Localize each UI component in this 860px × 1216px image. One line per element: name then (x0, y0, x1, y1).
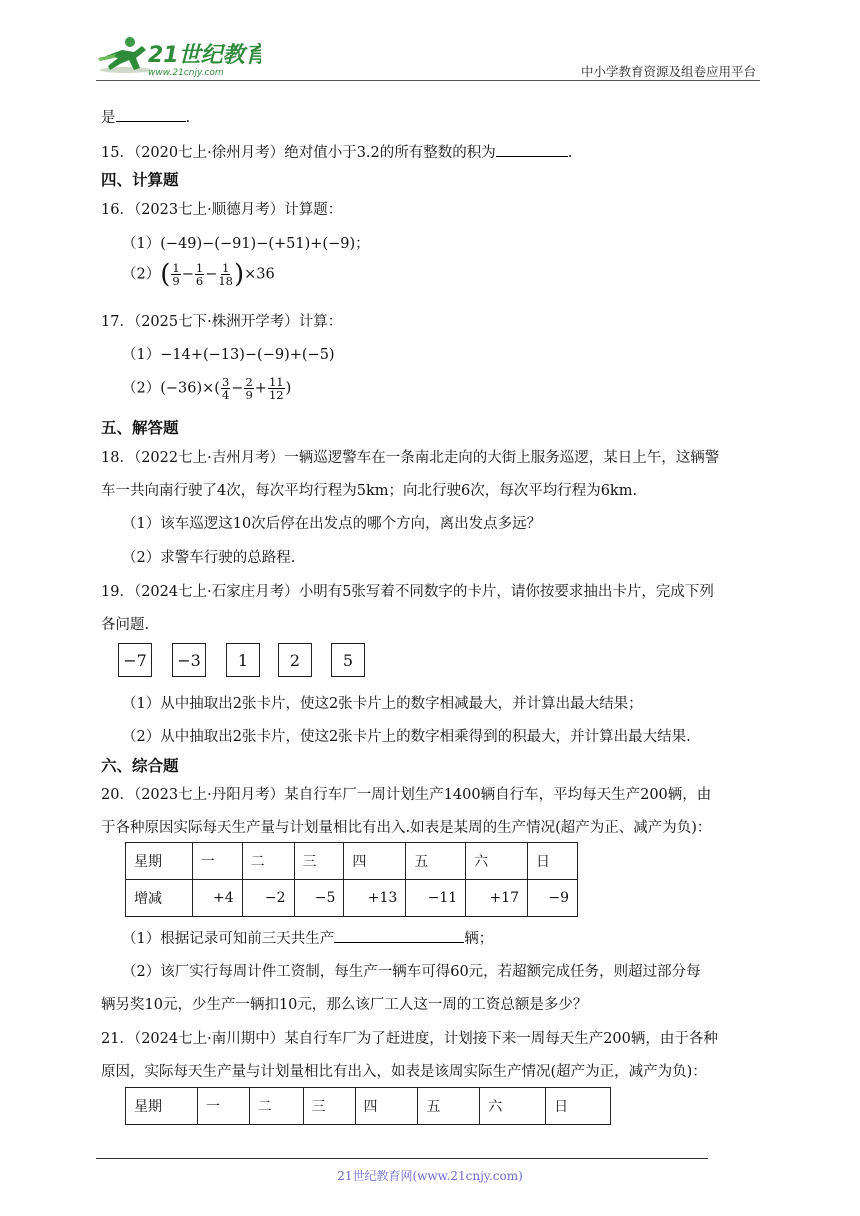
question-17-part-1: （1）−14+(−13)−(−9)+(−5) (122, 347, 335, 363)
question-17-stem: 17．（2025七下·株洲开学考）计算： (101, 314, 343, 330)
question-16-part-1: （1）(−49)−(−91)−(+51)+(−9)； (122, 236, 370, 252)
table-row (126, 1088, 611, 1125)
table-cell: +13 (344, 880, 406, 917)
table-cell: 三 (303, 1088, 355, 1125)
table-cell: 三 (294, 843, 344, 880)
site-logo (96, 34, 261, 78)
question-19-line-2: 各问题. (101, 617, 150, 633)
question-18-line-2: 车一共向南行驶了4次，每次平均行程为5km；向北行驶6次，每次平均行程为6km. (101, 483, 638, 499)
question-19-part-2: （2）从中抽取出2张卡片，使这2张卡片上的数字相乘得到的积最大，并计算出最大结果. (122, 729, 691, 745)
question-15: 15．（2020七上·徐州月考）绝对值小于3.2的所有整数的积为 . (101, 145, 573, 161)
question-19-line-1: 19．（2024七上·石家庄月考）小明有5张写着不同数字的卡片，请你按要求抽出卡片，完成下列 (101, 584, 714, 600)
logo-text: 21世纪教育 (148, 43, 261, 68)
table-cell: 五 (418, 1088, 480, 1125)
table-cell: 日 (528, 843, 578, 880)
table-cell: 五 (406, 843, 466, 880)
table-row (126, 843, 578, 880)
header-divider (96, 80, 760, 81)
table-cell: 星期 (126, 843, 193, 880)
number-card: 2 (278, 643, 312, 677)
table-cell: 增减 (126, 880, 193, 917)
table-cell: 日 (546, 1088, 611, 1125)
question-21-line-1: 21．（2024七上·南川期中）某自行车厂为了赶进度，计划接下来一周每天生产200辆，由于各种 (101, 1031, 718, 1047)
question-17-part-2: （2）(−36)×( $\frac{3}{4}$ − $\frac{2}{9}$ + $\frac{11}{12}$ ) (122, 375, 292, 402)
table-cell: −11 (406, 880, 466, 917)
section-heading-solve: 五、解答题 (101, 419, 179, 437)
table-row (126, 880, 578, 917)
number-card: −3 (172, 643, 206, 677)
question-20-part-2-line-1: （2）该厂实行每周计件工资制，每生产一辆车可得60元，若超额完成任务，则超过部分每 (122, 964, 701, 980)
table-cell: 二 (249, 1088, 303, 1125)
table-cell: 六 (480, 1088, 546, 1125)
table-cell: 一 (192, 843, 242, 880)
runner-logo-icon (96, 34, 261, 78)
footer-divider (96, 1158, 708, 1159)
question-20-line-2: 于各种原因实际每天生产量与计划量相比有出入.如表是某周的生产情况(超产为正、减产为负)： (101, 820, 712, 836)
table-cell: 四 (344, 843, 406, 880)
question-18-part-1: （1）该车巡逻这10次后停在出发点的哪个方向，离出发点多远？ (122, 516, 542, 532)
production-table-2 (125, 1087, 611, 1125)
question-18-part-2: （2）求警车行驶的总路程. (122, 550, 296, 566)
table-cell: −9 (528, 880, 578, 917)
production-table (125, 842, 578, 917)
question-20-part-2-line-2: 辆另奖10元，少生产一辆扣10元，那么该厂工人这一周的工资总额是多少？ (101, 997, 588, 1013)
answer-blank (116, 108, 186, 122)
table-cell: −2 (242, 880, 294, 917)
header-platform-text: 中小学教育资源及组卷应用平台 (580, 64, 756, 79)
question-19-part-1: （1）从中抽取出2张卡片，使这2张卡片上的数字相减最大，并计算出最大结果； (122, 696, 643, 712)
table-cell: 一 (197, 1088, 249, 1125)
answer-blank (334, 929, 464, 943)
number-card: 5 (331, 643, 365, 677)
question-18-line-1: 18．（2022七上·吉州月考）一辆巡逻警车在一条南北走向的大街上服务巡逻，某日上午，这辆警 (101, 450, 720, 466)
q14-tail: 是 . (101, 110, 191, 126)
number-card: −7 (118, 643, 152, 677)
table-cell: 星期 (126, 1088, 198, 1125)
logo-url: www.21cnjy.com (148, 68, 224, 78)
table-cell: 二 (242, 843, 294, 880)
section-heading-comprehensive: 六、综合题 (101, 757, 179, 775)
question-21-line-2: 原因，实际每天生产量与计划量相比有出入，如表是该周实际生产情况(超产为正，减产为负)： (101, 1064, 707, 1080)
table-cell: +17 (466, 880, 528, 917)
table-cell: 四 (355, 1088, 418, 1125)
number-card: 1 (226, 643, 260, 677)
table-cell: −5 (294, 880, 344, 917)
table-cell: 六 (466, 843, 528, 880)
question-16-stem: 16．（2023七上·顺德月考）计算题： (101, 202, 343, 218)
section-heading-calc: 四、计算题 (101, 171, 179, 189)
table-cell: +4 (192, 880, 242, 917)
question-20-line-1: 20．（2023七上·丹阳月考）某自行车厂一周计划生产1400辆自行车，平均每天生产200辆，由 (101, 787, 712, 803)
answer-blank (496, 143, 568, 157)
footer-text: 21世纪教育网(www.21cnjy.com) (337, 1169, 523, 1183)
question-16-part-2: （2）( $\frac{1}{9}$ − $\frac{1}{6}$ − $\frac{1}{18}$ )×36 (122, 259, 275, 290)
question-20-part-1: （1）根据记录可知前三天共生产 辆； (122, 931, 494, 947)
